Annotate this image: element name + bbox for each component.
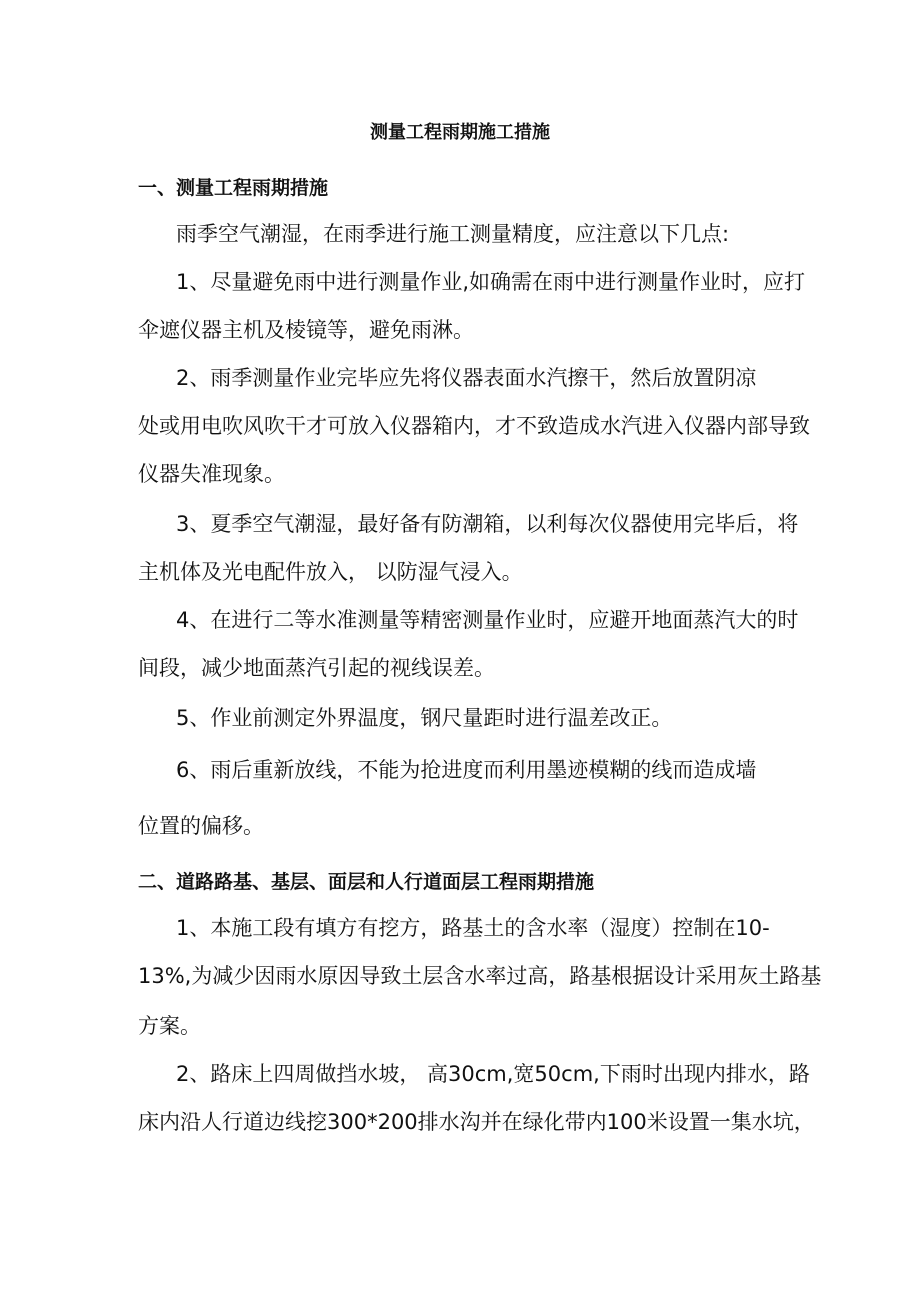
paragraph-line: 位置的偏移。 [138,814,264,838]
paragraph-line: 1、尽量避免雨中进行测量作业,如确需在雨中进行测量作业时，应打 [176,270,806,294]
paragraph-line: 3、夏季空气潮湿，最好备有防潮箱，以利每次仪器使用完毕后，将 [176,512,799,536]
paragraph-line: 4、在进行二等水准测量等精密测量作业时，应避开地面蒸汽大的时 [176,608,799,632]
paragraph-line: 2、路床上四周做挡水坡， 高30cm,宽50cm,下雨时出现内排水，路 [176,1062,810,1086]
paragraph-line: 间段，减少地面蒸汽引起的视线误差。 [138,656,495,680]
paragraph-line: 床内沿人行道边线挖300*200排水沟并在绿化带内100米设置一集水坑， [138,1110,815,1134]
paragraph-line: 仪器失准现象。 [138,462,285,486]
paragraph-line: 5、作业前测定外界温度，钢尺量距时进行温差改正。 [176,706,673,730]
paragraph-line: 13%,为减少因雨水原因导致土层含水率过高，路基根据设计采用灰土路基 [138,964,822,988]
section-heading-1: 一、测量工程雨期措施 [138,177,329,199]
paragraph-line: 6、雨后重新放线，不能为抢进度而利用墨迹模糊的线而造成墙 [176,758,757,782]
paragraph-line: 雨季空气潮湿，在雨季进行施工测量精度，应注意以下几点: [176,222,730,246]
paragraph-line: 2、雨季测量作业完毕应先将仪器表面水汽擦干，然后放置阴凉 [176,366,757,390]
section-heading-2: 二、道路路基、基层、面层和人行道面层工程雨期措施 [138,871,595,893]
paragraph-line: 方案。 [138,1014,201,1038]
paragraph-line: 伞遮仪器主机及棱镜等，避免雨淋。 [138,318,474,342]
paragraph-line: 处或用电吹风吹干才可放入仪器箱内，才不致造成水汽进入仪器内部导致 [138,414,810,438]
document-title: 测量工程雨期施工措施 [370,122,550,143]
paragraph-line: 主机体及光电配件放入， 以防湿气浸入。 [138,560,523,584]
paragraph-line: 1、本施工段有填方有挖方，路基土的含水率（湿度）控制在10- [176,916,770,940]
